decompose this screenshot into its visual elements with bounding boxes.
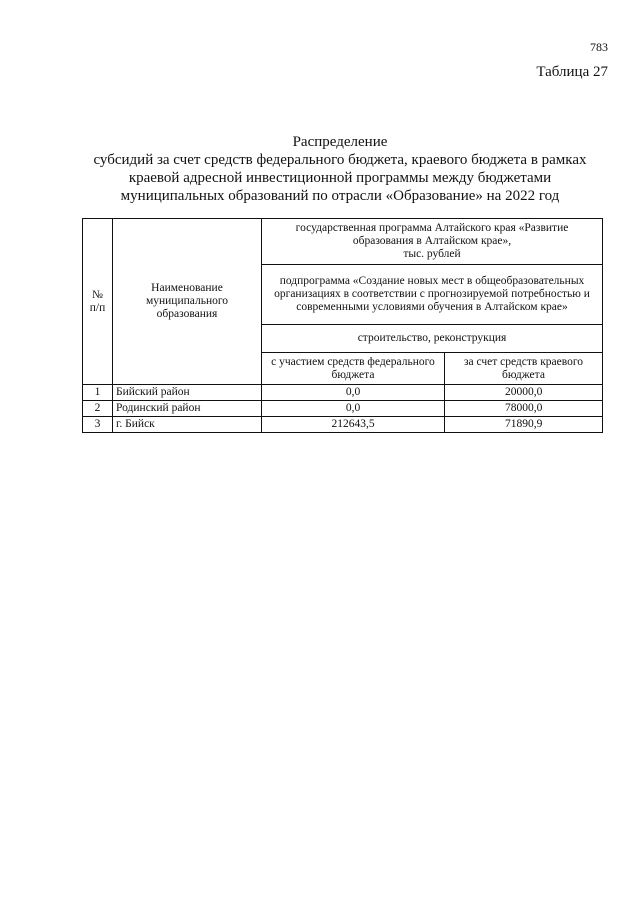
header-program (262, 219, 603, 265)
row-federal: 0,0 (262, 385, 445, 401)
title-line: краевой адресной инвестиционной программы между бюджетами (128, 170, 552, 186)
row-regional: 71890,9 (445, 417, 603, 433)
header-subprogram: подпрограмма «Создание новых мест в общеобразовательных организациях в соответствии с прогнозируемой потребностью и современными условиями обучения в Алтайском крае» (262, 265, 603, 325)
title-line: субсидий за счет средств федерального бюджета, краевого бюджета в рамках (93, 152, 587, 168)
header-name: Наименование муниципального образования (113, 219, 262, 385)
header-program-text: государственная программа Алтайского края «Развитие образования в Алтайском крае», (295, 222, 569, 247)
row-regional: 20000,0 (445, 385, 603, 401)
row-federal: 0,0 (262, 401, 445, 417)
header-col-regional: за счет средств краевого бюджета (445, 353, 603, 385)
document-title (70, 133, 610, 205)
subsidy-table (82, 218, 603, 433)
title-line: муниципальных образований по отрасли «Образование» на 2022 год (120, 188, 560, 204)
header-activity: строительство, реконструкция (262, 325, 603, 353)
page-number: 783 (590, 40, 608, 54)
header-num: № п/п (83, 219, 113, 385)
row-num: 3 (83, 417, 113, 433)
table-row (83, 385, 603, 401)
row-regional: 78000,0 (445, 401, 603, 417)
table-row (83, 401, 603, 417)
row-federal: 212643,5 (262, 417, 445, 433)
row-name: Родинский район (113, 401, 262, 417)
row-num: 2 (83, 401, 113, 417)
header-col-federal: с участием средств федерального бюджета (262, 353, 445, 385)
row-name: г. Бийск (113, 417, 262, 433)
header-unit: тыс. рублей (403, 248, 461, 260)
table-row (83, 417, 603, 433)
table-label: Таблица 27 (536, 64, 608, 80)
row-num: 1 (83, 385, 113, 401)
title-line: Распределение (292, 134, 388, 150)
row-name: Бийский район (113, 385, 262, 401)
